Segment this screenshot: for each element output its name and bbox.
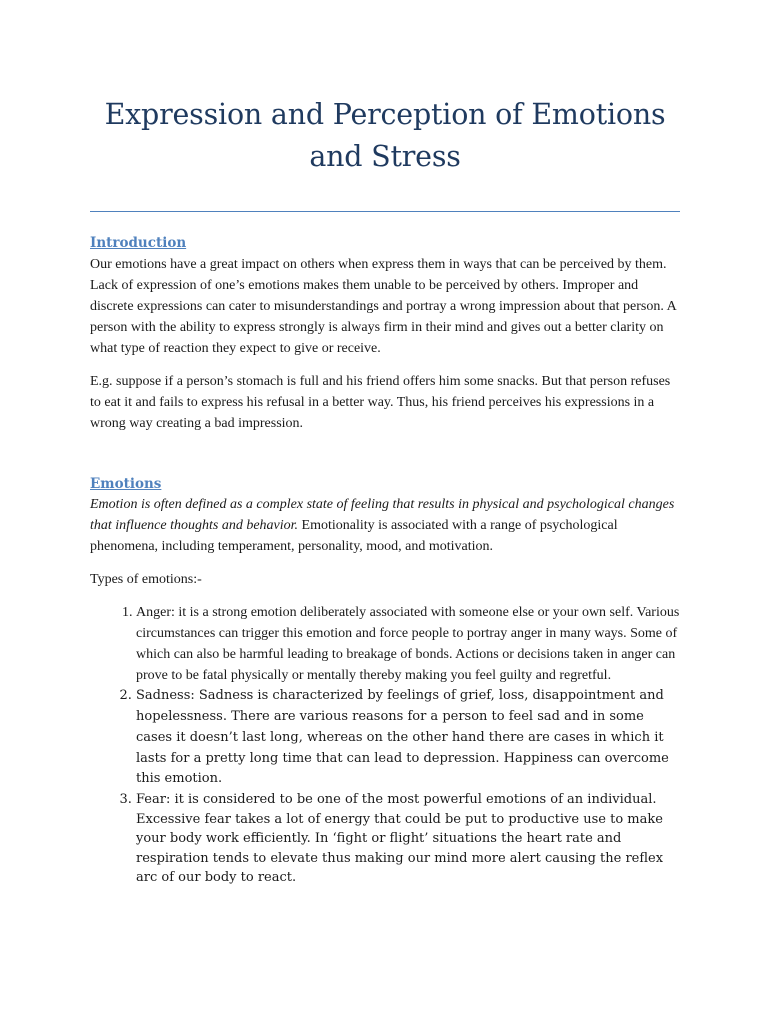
emotions-definition-italic: Emotion is often defined as a complex state of feeling that results in physical and psychological changes that influence thoughts and behavior.	[90, 496, 675, 533]
emotion-types-list	[90, 602, 680, 888]
document-title	[90, 94, 680, 178]
title-line-1: Expression and Perception of Emotions	[104, 98, 666, 131]
emotions-heading: Emotions	[90, 475, 162, 492]
emotions-definition-rest: Emotionality is associated with a range of psychological phenomena, including temperament, personality, mood, and motivation.	[90, 517, 618, 554]
emotion-type-fear: 3. Fear: it is considered to be one of the most powerful emotions of an individual. Excessive fear takes a lot of energy that could be put to productive use to make your body work efficiently. In ‘fight or flight’ situations the heart rate and respiration tends to elevate thus making our mind more alert causing the reflex arc of our body to react.	[136, 790, 680, 888]
introduction-heading: Introduction	[90, 235, 187, 252]
document-page	[90, 94, 680, 888]
emotions-definition	[90, 494, 680, 557]
emotion-type-sadness: 2. Sadness: Sadness is characterized by feelings of grief, loss, disappointment and hopelessness. There are various reasons for a person to feel sad and in some cases it doesn’t last long, whereas on the other hand there are cases in which it lasts for a pretty long time that can lead to depression. Happiness can overcome this emotion.	[136, 686, 680, 791]
emotion-type-anger: 1. Anger: it is a strong emotion deliberately associated with someone else or your own self. Various circumstances can trigger this emotion and force people to portray anger in many ways. Some of which can also be harmful leading to breakage of bonds. Actions or decisions taken in anger can prove to be fatal physically or mentally thereby making you feel guilty and regretful.	[136, 602, 680, 686]
introduction-paragraph-2: E.g. suppose if a person’s stomach is full and his friend offers him some snacks. But that person refuses to eat it and fails to express his refusal in a better way. Thus, his friend perceives his expressions in a wrong way creating a bad impression.	[90, 373, 671, 431]
title-line-2: and Stress	[309, 140, 461, 174]
title-divider	[90, 211, 680, 212]
introduction-paragraph-1: Our emotions have a great impact on others when express them in ways that can be perceived by them. Lack of expression of one’s emotions makes them unable to be perceived by others. Improper and discrete expressions can cater to misunderstandings and portray a wrong impression about that person. A person with the ability to express strongly is always firm in their mind and gives out a better clarity on what type of reaction they expect to give or receive.	[90, 256, 676, 356]
types-of-emotions-label: Types of emotions:-	[90, 571, 202, 587]
